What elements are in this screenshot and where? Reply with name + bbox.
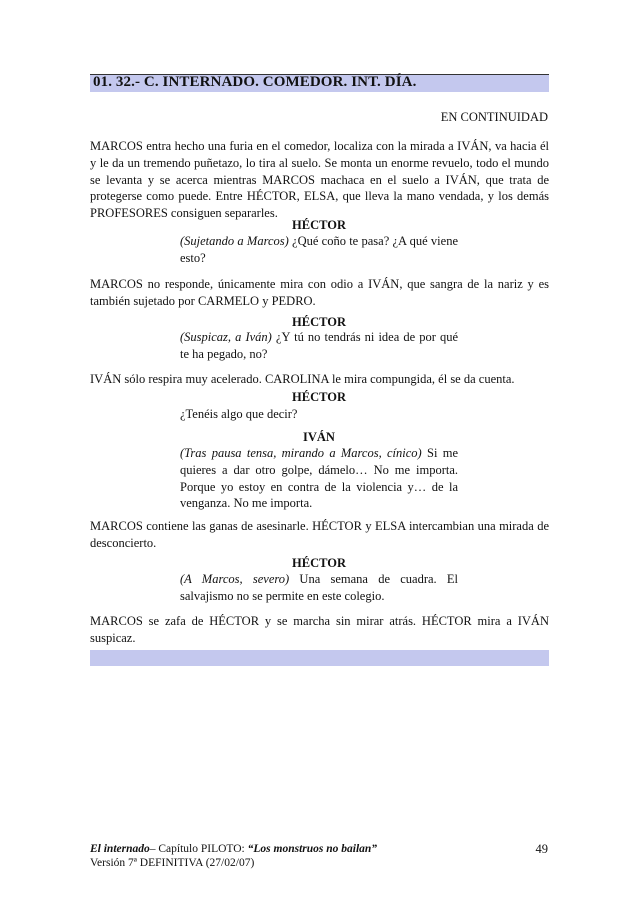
parenthetical: (Tras pausa tensa, mirando a Marcos, cínico) xyxy=(180,446,422,460)
action-paragraph: MARCOS contiene las ganas de asesinarle. HÉCTOR y ELSA intercambian una mirada de desconcierto. xyxy=(90,519,549,550)
character-name: HÉCTOR xyxy=(292,218,346,232)
action-paragraph: MARCOS se zafa de HÉCTOR y se marcha sin mirar atrás. HÉCTOR mira a IVÁN suspicaz. xyxy=(90,614,549,645)
series-title: El internado xyxy=(90,843,150,855)
character-name: HÉCTOR xyxy=(292,390,346,404)
episode-title: “Los monstruos no bailan” xyxy=(247,843,378,855)
scene-transition: EN CONTINUIDAD xyxy=(440,110,548,124)
parenthetical: (Sujetando a Marcos) xyxy=(180,234,289,248)
page-number: 49 xyxy=(535,842,548,856)
dialogue-text: ¿Tenéis algo que decir? xyxy=(180,407,298,421)
version-line: Versión 7ª DEFINITIVA (27/02/07) xyxy=(90,857,255,869)
character-name: HÉCTOR xyxy=(292,556,346,570)
scene-heading: 01. 32.- C. INTERNADO. COMEDOR. INT. DÍA. xyxy=(93,74,417,90)
action-paragraph: IVÁN sólo respira muy acelerado. CAROLINA le mira compungida, él se da cuenta. xyxy=(90,372,515,386)
dialogue xyxy=(180,233,458,267)
action-paragraph: MARCOS entra hecho una furia en el comedor, localiza con la mirada a IVÁN, va hacia él y le da un tremendo puñetazo, lo tira al suelo. Se monta un enorme revuelo, todo el mundo se levanta y se acerca mientras MARCOS machaca en el suelo a IVÁN, que trata de protegerse como puede. Entre HÉCTOR, ELSA, que lleva la mano vendada, y los demás PROFESORES consiguen separarles. xyxy=(90,139,549,221)
chapter-label: – Capítulo PILOTO: xyxy=(149,843,248,855)
character-name: HÉCTOR xyxy=(292,315,346,329)
footer-title-line xyxy=(90,842,377,856)
parenthetical: (Suspicaz, a Iván) xyxy=(180,330,272,344)
character-name: IVÁN xyxy=(303,430,335,444)
action-paragraph: MARCOS no responde, únicamente mira con odio a IVÁN, que sangra de la nariz y es también sujetado por CARMELO y PEDRO. xyxy=(90,277,549,308)
dialogue-text: ¿Y tú no tendrás ni idea de por qué te ha pegado, no? xyxy=(180,330,458,361)
scene-end-bar xyxy=(90,650,549,666)
page-footer xyxy=(90,842,377,870)
dialogue-text: Una semana de cuadra. El salvajismo no se permite en este colegio. xyxy=(180,572,458,603)
dialogue xyxy=(180,571,458,605)
dialogue-text: ¿Qué coño te pasa? ¿A qué viene esto? xyxy=(180,234,458,265)
dialogue-text: Si me quieres a dar otro golpe, dámelo… No me importa. Porque yo estoy en contra de la violencia y… de la venganza. No me importa. xyxy=(180,446,459,511)
dialogue xyxy=(180,329,458,363)
dialogue xyxy=(180,445,458,512)
parenthetical: (A Marcos, severo) xyxy=(180,572,290,586)
